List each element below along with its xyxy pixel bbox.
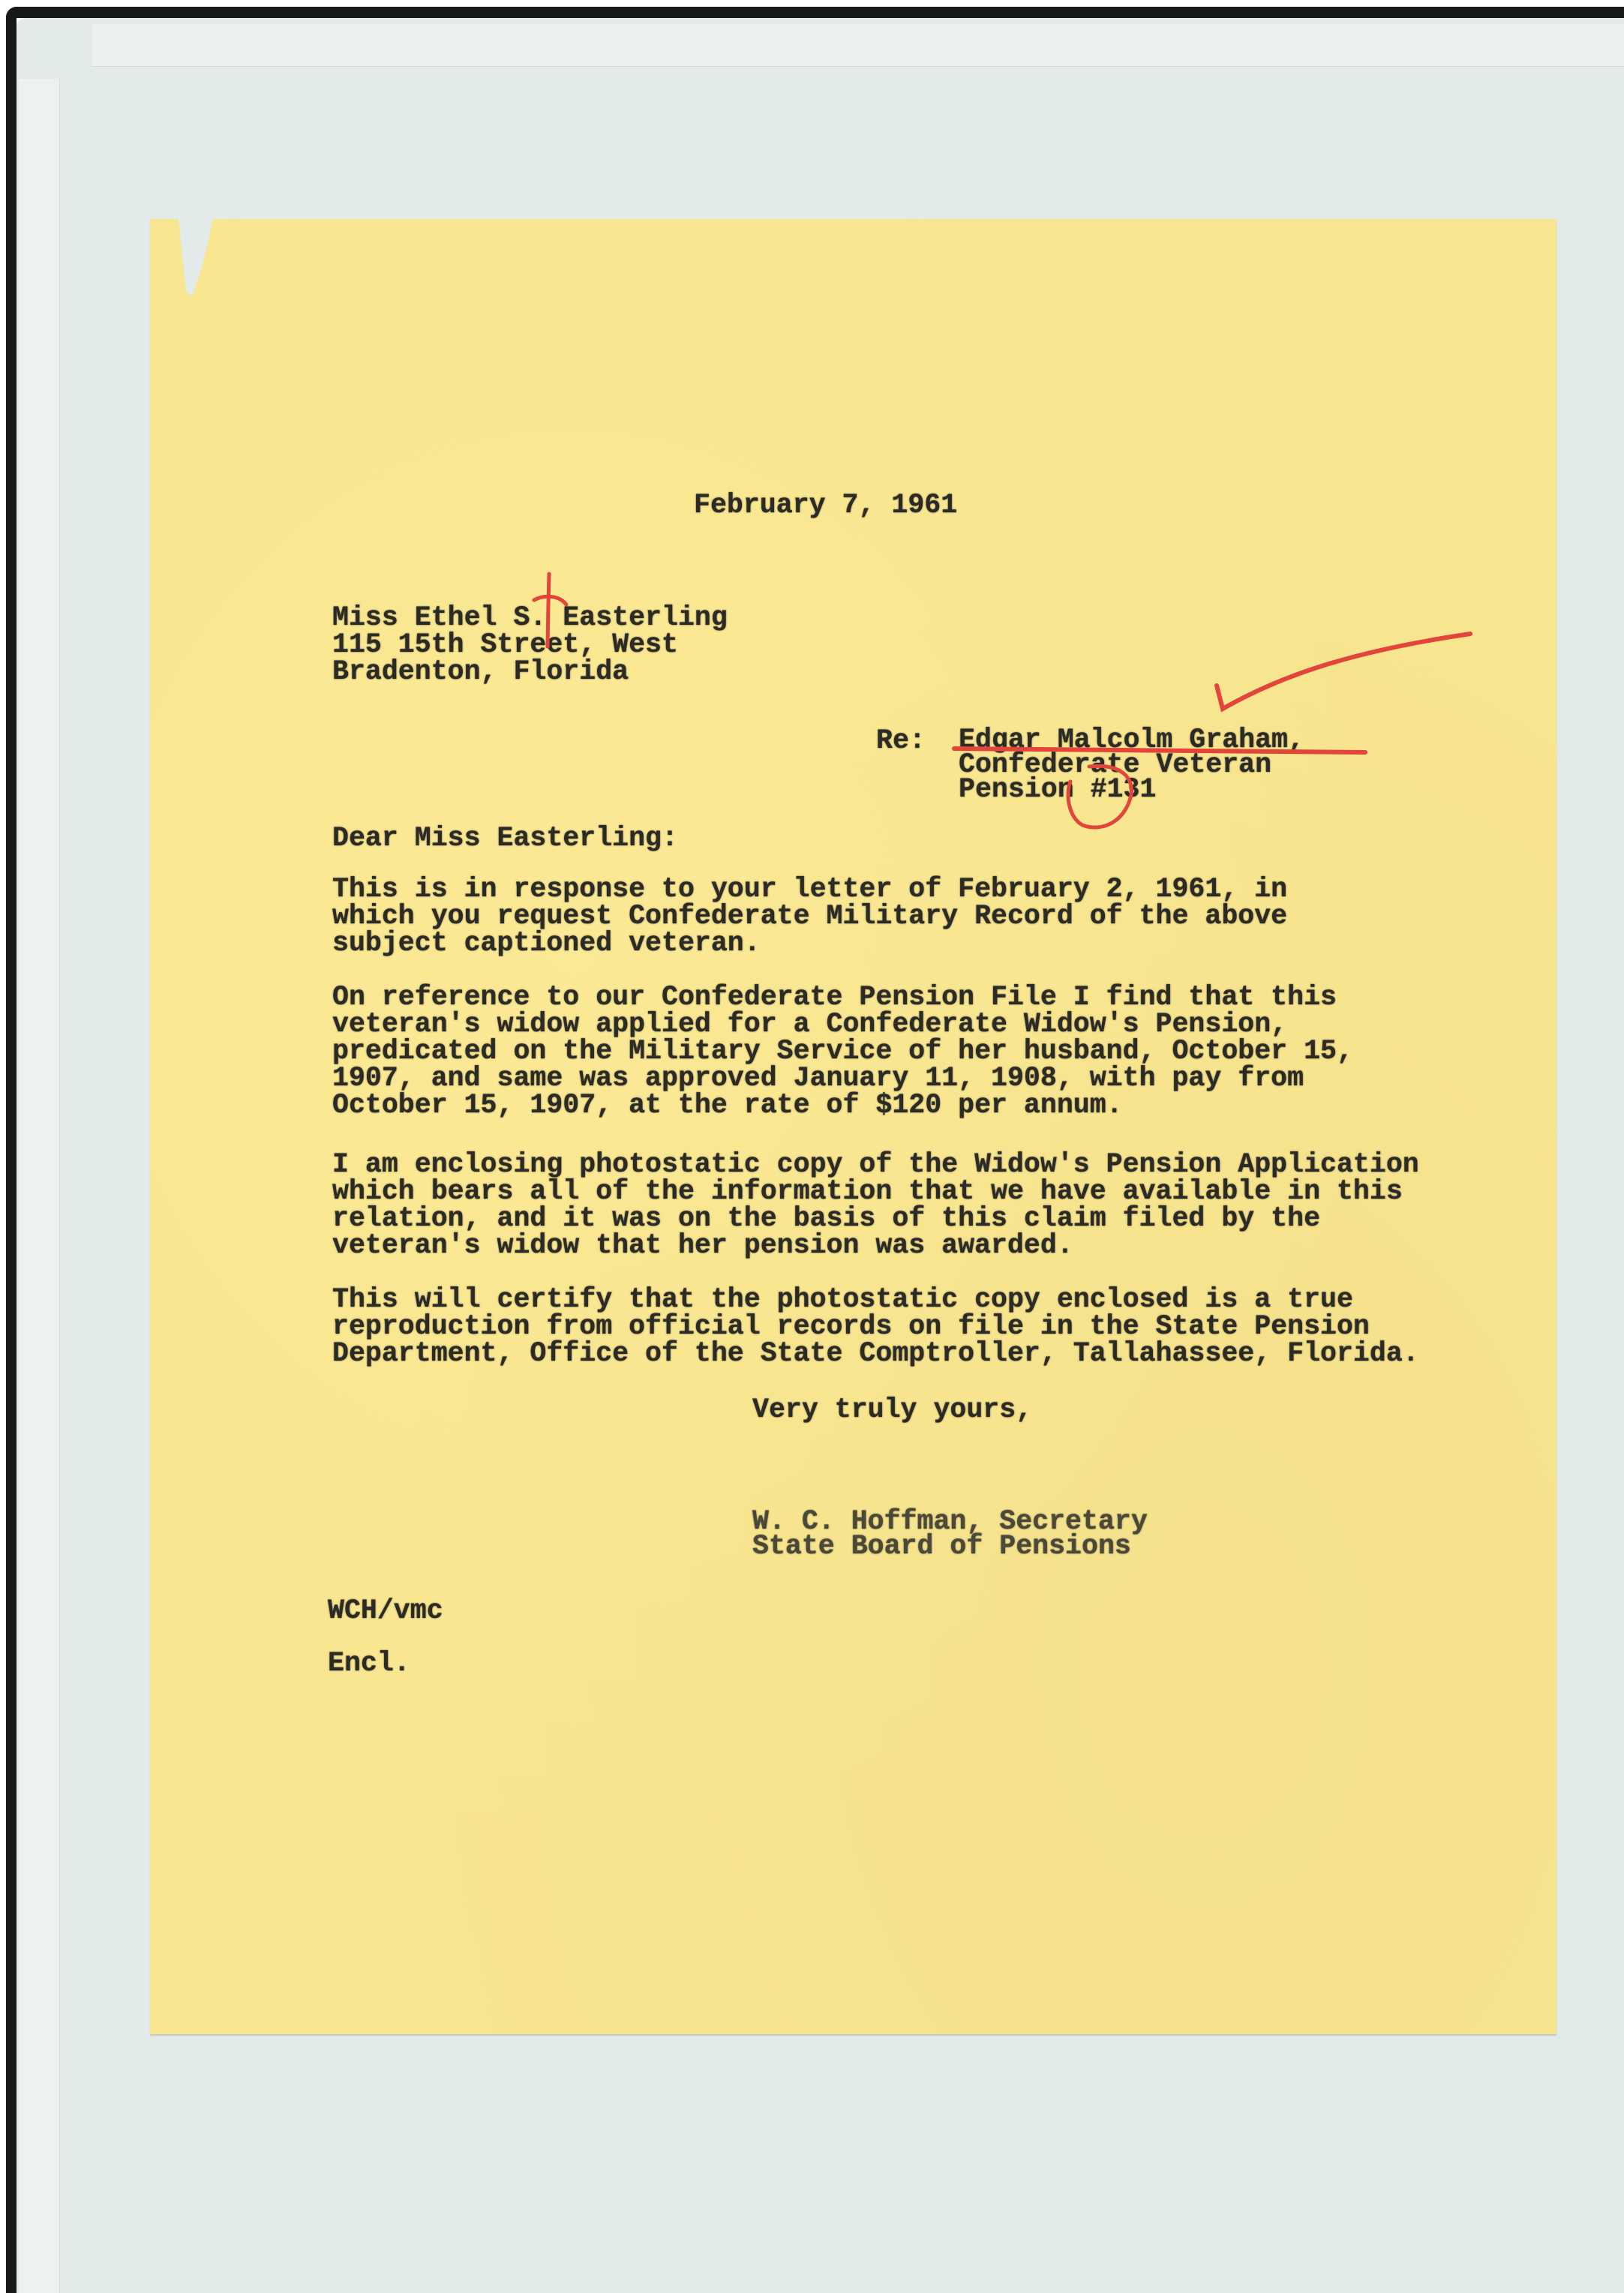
paragraph-line: October 15, 1907, at the rate of $120 per annum.: [332, 1090, 1123, 1121]
paragraph-line: veteran's widow that her pension was awarded.: [332, 1230, 1073, 1261]
paragraph-line: predicated on the Military Service of her husband, October 15,: [332, 1036, 1353, 1067]
recipient-city: Bradenton, Florida: [332, 656, 629, 687]
paragraph-3: [332, 1151, 1419, 1259]
re-label: Re:: [876, 725, 926, 756]
paragraph-line: which bears all of the information that we have available in this: [332, 1176, 1403, 1207]
re-line-pension-number: Pension #131: [959, 774, 1157, 805]
signature-block: [752, 1506, 1148, 1562]
enclosure-note: Encl.: [328, 1648, 410, 1679]
paragraph-4: [332, 1286, 1419, 1367]
recipient-address: [332, 602, 728, 687]
scanner-frame-left: [6, 7, 17, 2293]
paragraph-2: [332, 984, 1353, 1119]
paragraph-line: On reference to our Confederate Pension File I find that this: [332, 982, 1337, 1013]
scanner-frame-top: [6, 7, 1624, 18]
signer-organization: State Board of Pensions: [752, 1531, 1131, 1562]
paragraph-line: This will certify that the photostatic copy enclosed is a true: [332, 1284, 1353, 1315]
recipient-name: Miss Ethel S. Easterling: [332, 602, 728, 633]
paragraph-line: relation, and it was on the basis of this claim filed by the: [332, 1203, 1321, 1234]
re-line-veteran-name: Edgar Malcolm Graham,: [959, 725, 1304, 755]
letter-date: February 7, 1961: [694, 490, 958, 521]
closing: Very truly yours,: [752, 1394, 1033, 1425]
paragraph-line: 1907, and same was approved January 11, 1908, with pay from: [332, 1063, 1304, 1094]
reference-initials: WCH/vmc: [328, 1595, 443, 1626]
re-subject: [959, 725, 1304, 805]
paragraph-line: which you request Confederate Military Record of the above: [332, 901, 1288, 932]
paper-tear-notch: [179, 218, 215, 300]
paragraph-1: [332, 876, 1287, 957]
top-mat-strip: [92, 24, 1624, 67]
salutation: Dear Miss Easterling:: [332, 823, 678, 854]
re-line-status: Confederate Veteran: [959, 749, 1272, 780]
recipient-street: 115 15th Street, West: [332, 629, 678, 660]
paragraph-line: veteran's widow applied for a Confederate Widow's Pension,: [332, 1009, 1288, 1040]
paragraph-line: Department, Office of the State Comptroller, Tallahassee, Florida.: [332, 1338, 1419, 1369]
left-mat-strip: [19, 79, 60, 2293]
signer-name-title: W. C. Hoffman, Secretary: [752, 1506, 1148, 1537]
paragraph-line: This is in response to your letter of February 2, 1961, in: [332, 874, 1288, 905]
paragraph-line: I am enclosing photostatic copy of the Widow's Pension Application: [332, 1149, 1419, 1180]
paragraph-line: reproduction from official records on file in the State Pension: [332, 1311, 1370, 1342]
paragraph-line: subject captioned veteran.: [332, 928, 761, 959]
